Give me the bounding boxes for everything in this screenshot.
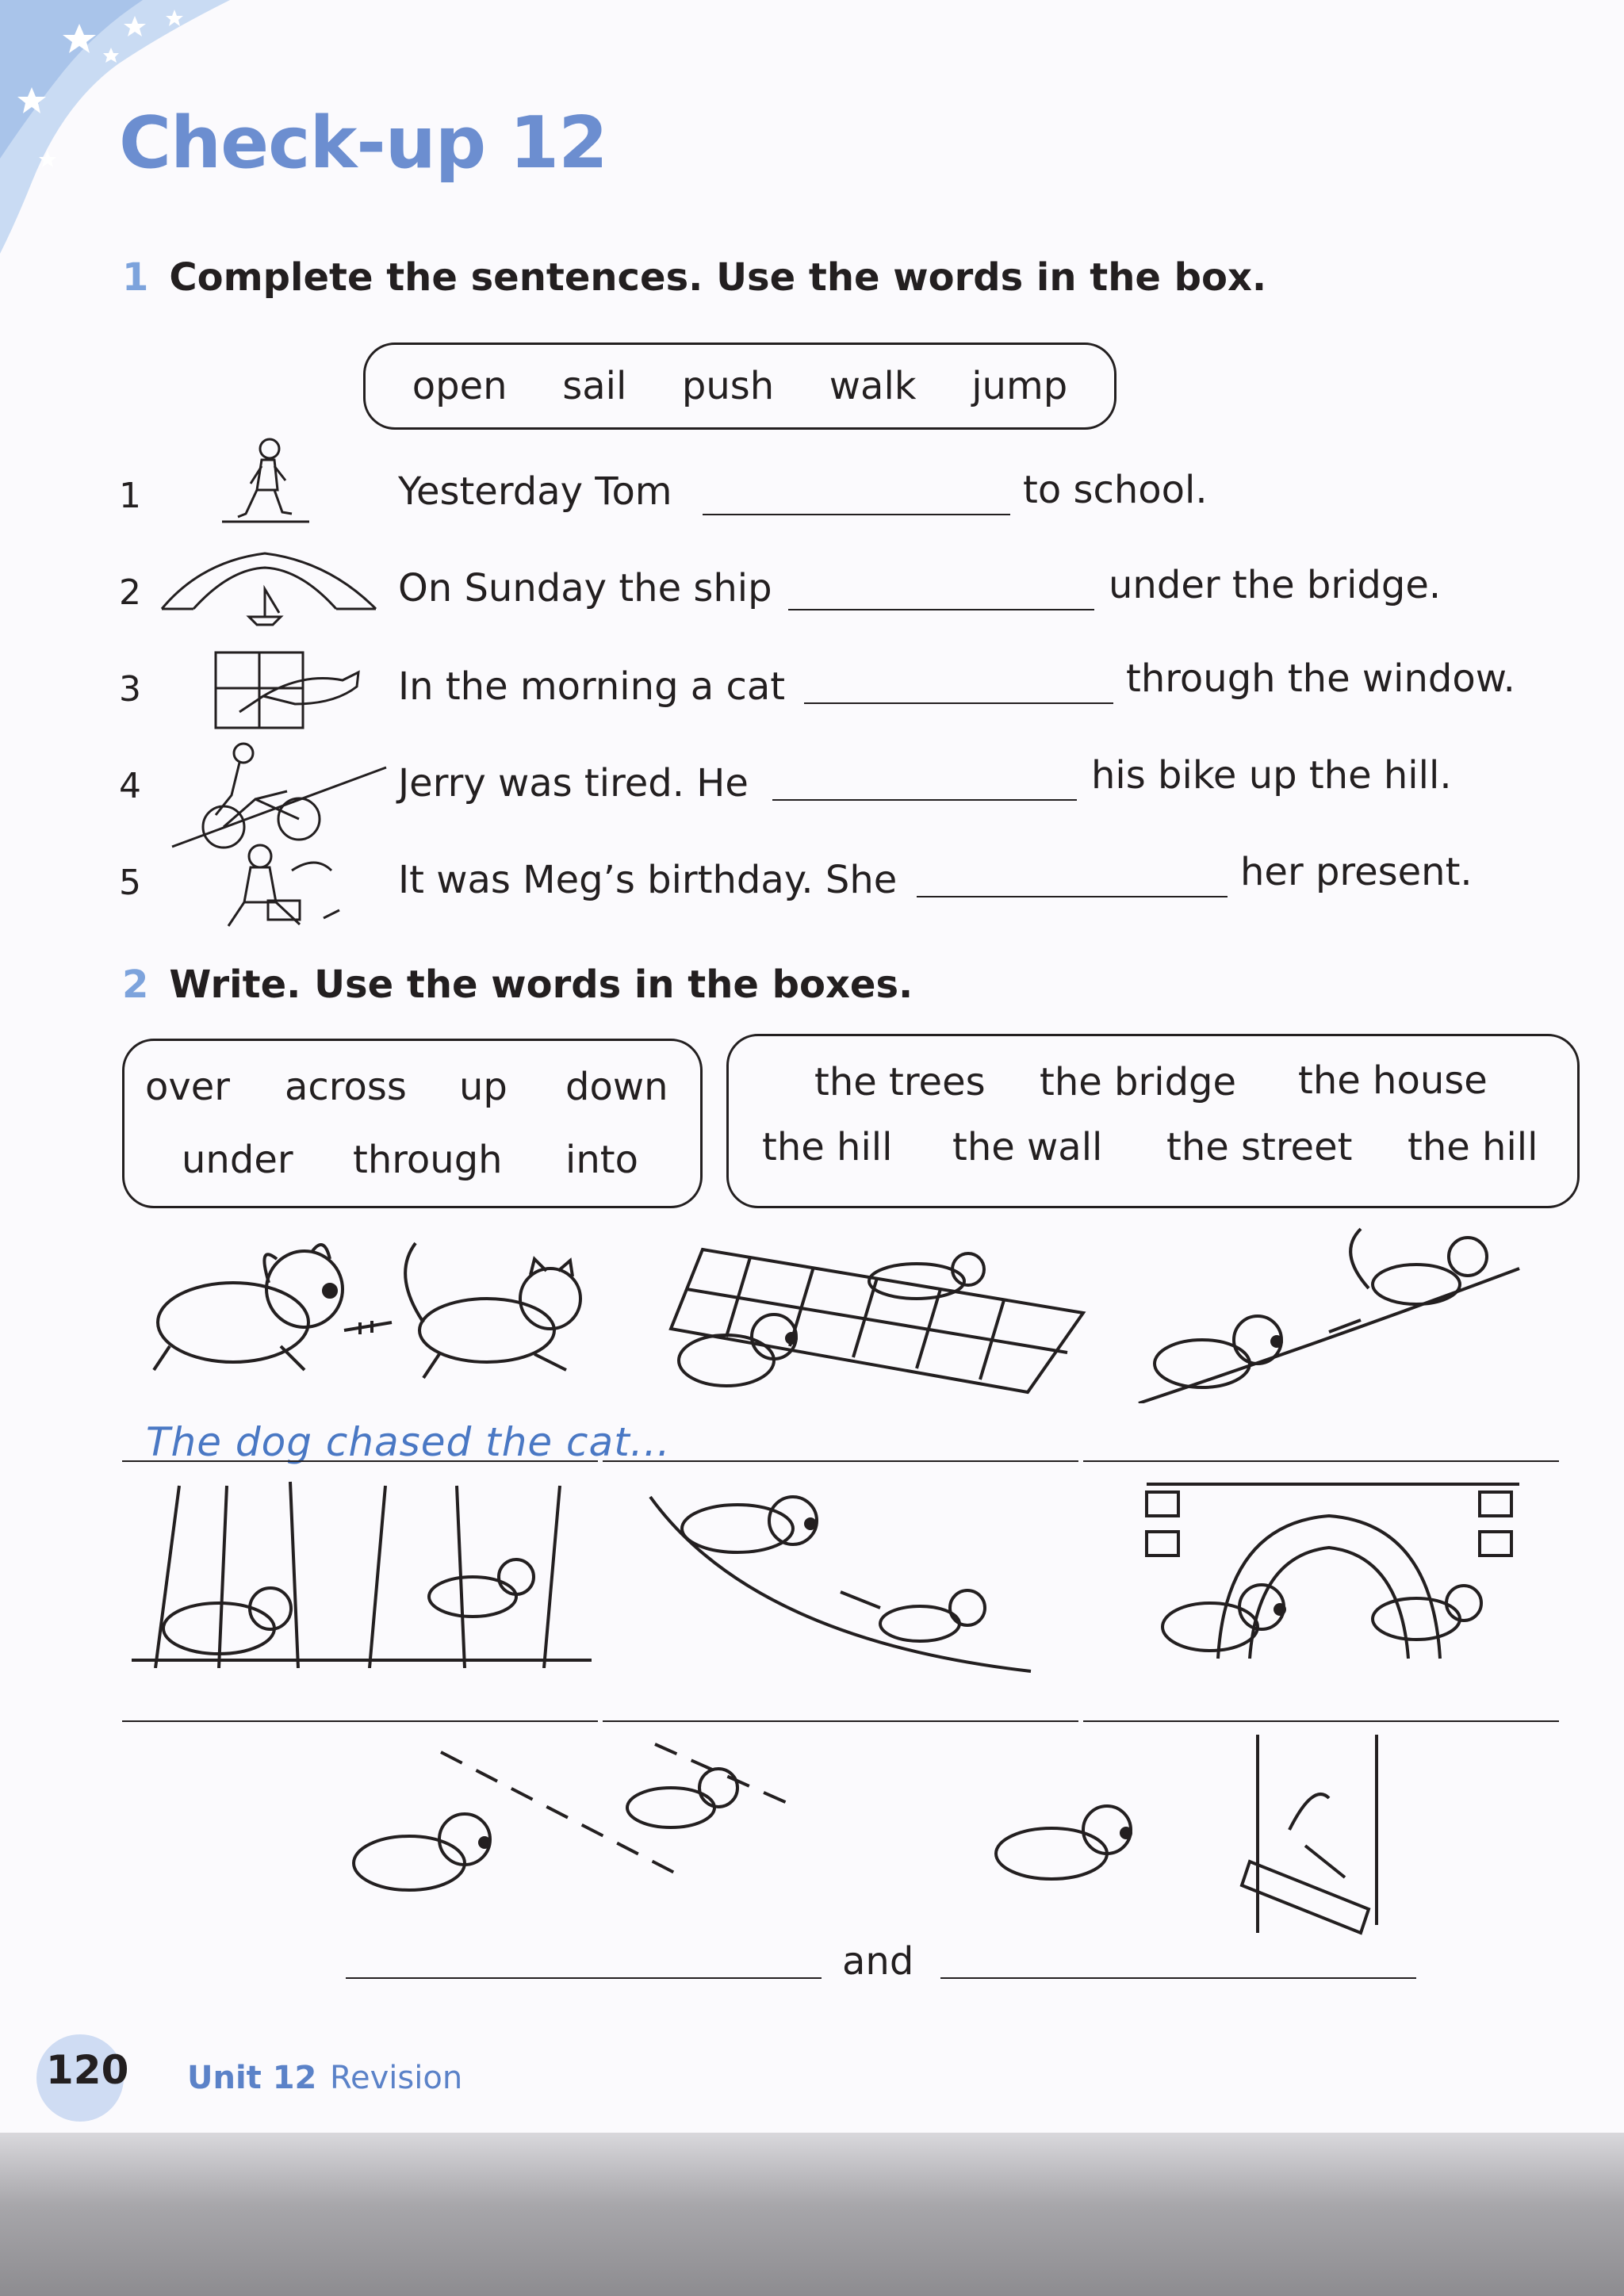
word-option: open (412, 364, 508, 408)
sentence-end: to school. (1023, 468, 1208, 512)
dog-chasing-cat-across-street-icon (322, 1736, 806, 1919)
dog-chasing-cat-over-ground-icon (122, 1227, 606, 1386)
write-line[interactable] (603, 1460, 1078, 1462)
word-option: jump (971, 364, 1068, 408)
sentence-start: Jerry was tired. He (398, 761, 749, 806)
example-answer: The dog chased the cat... (146, 1419, 671, 1465)
sentence-end: her present. (1240, 850, 1473, 894)
word-option: walk (829, 364, 917, 408)
sentence-end: his bike up the hill. (1091, 753, 1452, 798)
exercise-1-row-2 (0, 557, 1624, 636)
word-option: into (565, 1138, 638, 1182)
write-line[interactable] (346, 1977, 822, 1979)
word-option: the trees (814, 1060, 986, 1104)
word-option: the wall (952, 1125, 1103, 1169)
exercise-1-row-3 (0, 653, 1624, 733)
item-number: 1 (119, 476, 141, 516)
word-option: the hill (1408, 1125, 1538, 1169)
answer-blank[interactable] (804, 702, 1113, 704)
word-option: under (182, 1138, 293, 1182)
write-line[interactable] (122, 1720, 598, 1722)
cat-jumping-window-icon (208, 649, 366, 736)
exercise-2-heading (122, 962, 913, 1007)
dog-chasing-cat-into-house-icon (972, 1735, 1416, 1949)
ship-under-bridge-icon (154, 545, 384, 641)
item-number: 5 (119, 863, 141, 903)
exercise-1-heading (122, 255, 1266, 300)
answer-blank[interactable] (772, 799, 1077, 801)
exercise-2-instruction: Write. Use the words in the boxes. (169, 962, 914, 1007)
dog-chasing-cat-up-hill-icon (1131, 1221, 1527, 1403)
sentence-end: through the window. (1126, 656, 1515, 701)
word-option: over (145, 1065, 231, 1109)
word-option: up (459, 1065, 508, 1109)
word-box-1 (363, 342, 1116, 430)
write-line[interactable] (1083, 1460, 1559, 1462)
sentence-end: under the bridge. (1109, 563, 1442, 607)
word-option: sail (562, 364, 627, 408)
answer-blank[interactable] (703, 514, 1010, 515)
page-title: Check-up 12 (119, 101, 607, 185)
preposition-box (122, 1039, 703, 1208)
dog-chasing-cat-along-wall-icon (655, 1234, 1131, 1408)
word-option: push (681, 364, 775, 408)
exercise-1-number: 1 (122, 255, 149, 300)
write-line[interactable] (603, 1720, 1078, 1722)
sentence-start: On Sunday the ship (398, 566, 772, 610)
exercise-1-row-1 (0, 460, 1624, 539)
page-number: 120 (46, 2047, 129, 2093)
exercise-1-row-4 (0, 750, 1624, 829)
write-line[interactable] (122, 1460, 598, 1462)
sentence-start: It was Meg’s birthday. She (398, 858, 898, 902)
girl-opening-present-icon (213, 839, 355, 934)
boy-pushing-bike-icon (168, 736, 390, 855)
word-option: the bridge (1040, 1060, 1237, 1104)
exercise-1-row-5 (0, 847, 1624, 926)
word-option: down (565, 1065, 668, 1109)
sentence-start: Yesterday Tom (398, 469, 672, 514)
answer-blank[interactable] (788, 609, 1094, 610)
exercise-2-number: 2 (122, 962, 149, 1007)
exercise-1-instruction: Complete the sentences. Use the words in the box. (169, 255, 1267, 300)
answer-blank[interactable] (917, 896, 1228, 897)
word-option: the hill (762, 1125, 893, 1169)
write-line[interactable] (940, 1977, 1416, 1979)
write-line[interactable] (1083, 1720, 1559, 1722)
word-option: across (285, 1065, 407, 1109)
word-option: the house (1298, 1058, 1488, 1103)
item-number: 4 (119, 766, 141, 806)
footer-unit: Unit 12 (187, 2060, 317, 2096)
dog-chasing-cat-down-hill-icon (634, 1481, 1047, 1679)
dog-chasing-cat-through-trees-icon (132, 1478, 592, 1668)
joiner-word: and (842, 1939, 914, 1984)
item-number: 2 (119, 572, 141, 613)
dog-chasing-cat-under-bridge-icon (1123, 1468, 1543, 1674)
places-box (726, 1034, 1580, 1208)
sentence-start: In the morning a cat (398, 664, 786, 709)
word-option: the street (1166, 1125, 1353, 1169)
scan-shadow (0, 2133, 1624, 2296)
footer-section: Revision (330, 2060, 463, 2096)
item-number: 3 (119, 669, 141, 710)
word-option: through (353, 1138, 503, 1182)
boy-walking-icon (206, 434, 317, 530)
